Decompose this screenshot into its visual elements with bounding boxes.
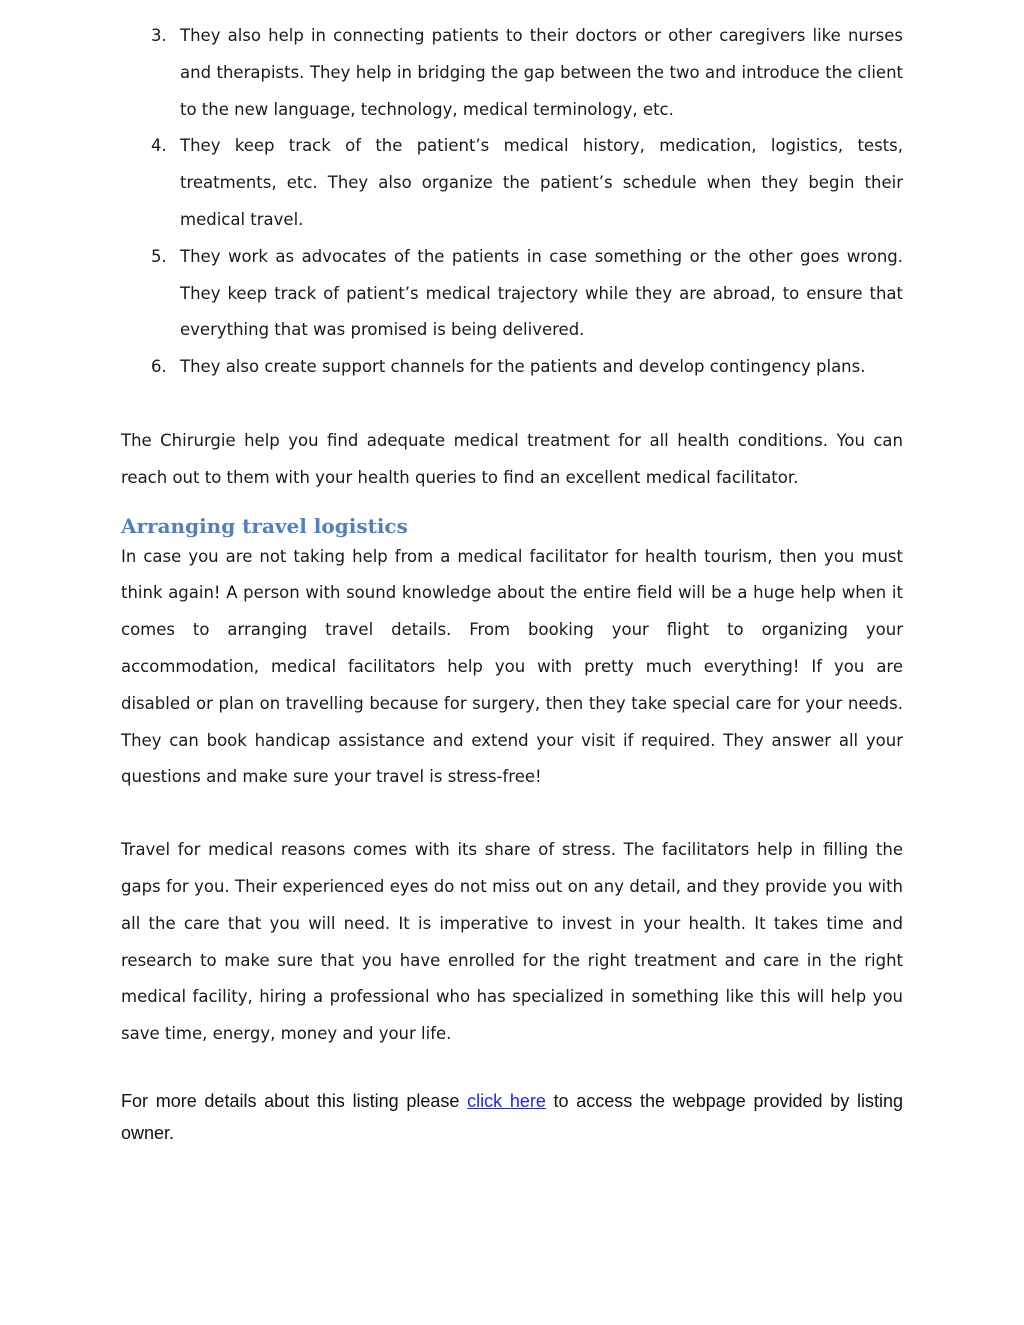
- list-item: [121, 18, 903, 128]
- listing-details-text-after: to access the webpage provided by listing owner.: [121, 1090, 903, 1143]
- list-item: [121, 349, 903, 386]
- spacer: [121, 1053, 903, 1085]
- listing-details-paragraph: [121, 1085, 903, 1149]
- numbered-list: [121, 18, 903, 386]
- paragraph-chirurgie: The Chirurgie help you find adequate medical treatment for all health conditions. You can reach out to them with your health queries to find an excellent medical facilitator.: [121, 430, 903, 487]
- list-item-number: 6.: [151, 357, 167, 377]
- spacer: [121, 796, 903, 832]
- list-item-text: They also create support channels for the patients and develop contingency plans.: [180, 357, 866, 377]
- list-item-number: 4.: [151, 136, 167, 156]
- list-item-text: They work as advocates of the patients in case something or the other goes wrong. They keep track of patient’s medical trajectory while they are abroad, to ensure that everything that was promised is being delivered.: [180, 246, 903, 340]
- list-item-number: 5.: [151, 246, 167, 266]
- list-item-text: They keep track of the patient’s medical history, medication, logistics, tests, treatments, etc. They also organize the patient’s schedule when they begin their medical travel.: [180, 136, 903, 229]
- list-item: [121, 128, 903, 238]
- listing-details-text-before: For more details about this listing please: [121, 1090, 468, 1111]
- spacer: [121, 386, 903, 423]
- list-item-text: They also help in connecting patients to their doctors or other caregivers like nurses and therapists. They help in bridging the gap between the two and introduce the client to the new language, technology, medical terminology, etc.: [180, 26, 903, 119]
- document-content: [121, 18, 903, 1149]
- list-item: [121, 239, 903, 349]
- list-item-number: 3.: [151, 26, 167, 45]
- paragraph-stress: Travel for medical reasons comes with its share of stress. The facilitators help in filling the gaps for you. Their experienced eyes do not miss out on any detail, and they provide you with all the care that you will need. It is imperative to invest in your health. It takes time and research to make sure that you have enrolled for the right treatment and care in the right medical facility, hiring a professional who has specialized in something like this will help you save time, energy, money and your life.: [121, 840, 903, 1044]
- section-heading: Arranging travel logistics: [121, 513, 408, 538]
- paragraph-logistics: In case you are not taking help from a medical facilitator for health tourism, then you must think again! A person with sound knowledge about the entire field will be a huge help when it comes to arranging travel details. From booking your flight to organizing your accommodation, medical facilitators help you with pretty much everything! If you are disabled or plan on travelling because for surgery, then they take special care for your needs. They can book handicap assistance and extend your visit if required. They answer all your questions and make sure your travel is stress-free!: [121, 546, 903, 787]
- click-here-link[interactable]: click here: [467, 1090, 546, 1111]
